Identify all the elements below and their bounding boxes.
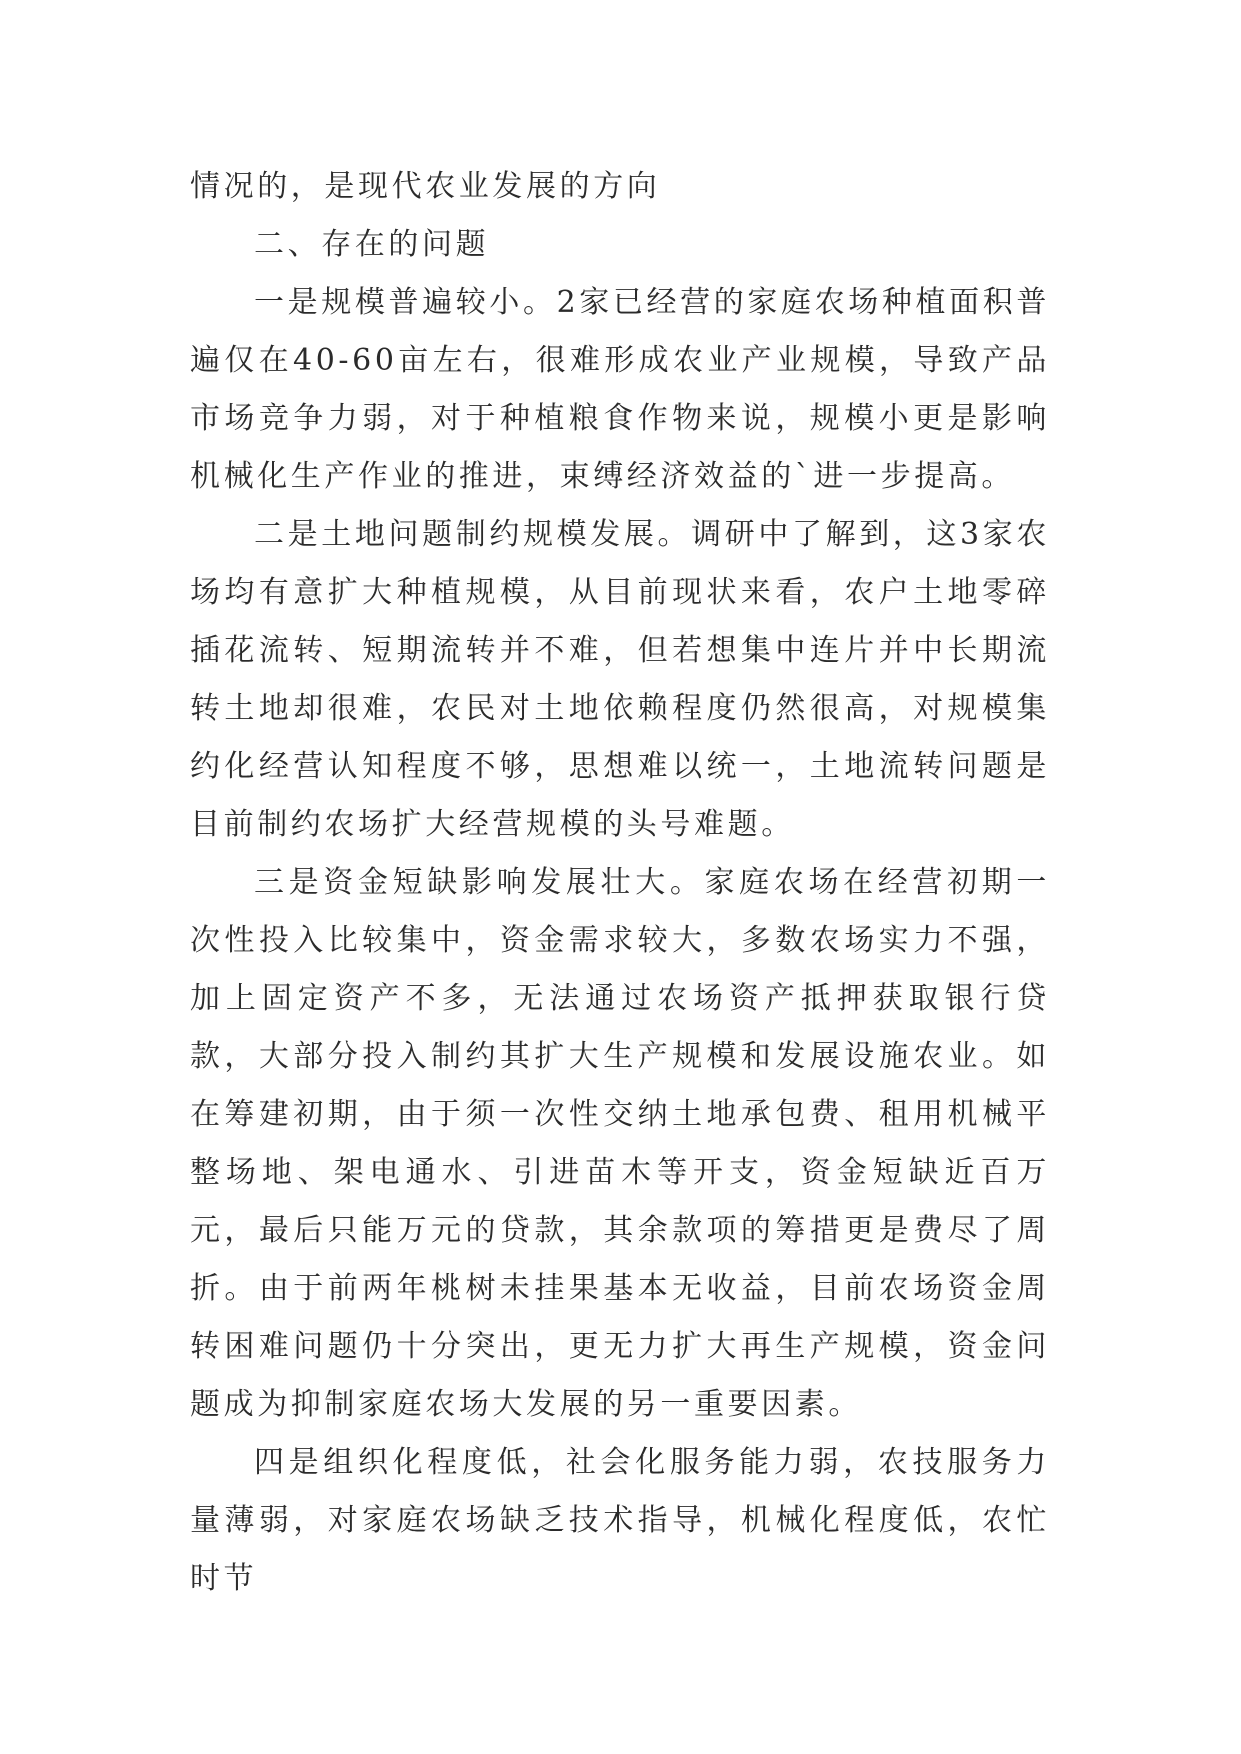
paragraph-scale: 一是规模普遍较小。2家已经营的家庭农场种植面积普遍仅在40-60亩左右，很难形成农业产业规模，导致产品市场竞争力弱，对于种植粮食作物来说，规模小更是影响机械化生产作业的推进，束缚经济效益的`进一步提高。	[190, 285, 1050, 494]
paragraph-funding: 三是资金短缺影响发展壮大。家庭农场在经营初期一次性投入比较集中，资金需求较大，多数农场实力不强，加上固定资产不多，无法通过农场资产抵押获取银行贷款，大部分投入制约其扩大生产规模和发展设施农业。如在筹建初期，由于须一次性交纳土地承包费、租用机械平整场地、架电通水、引进苗木等开支，资金短缺近百万元，最后只能万元的贷款，其余款项的筹措更是费尽了周折。由于前两年桃树未挂果基本无收益，目前农场资金周转困难问题仍十分突出，更无力扩大再生产规模，资金问题成为抑制家庭农场大发展的另一重要因素。	[190, 865, 1050, 1422]
paragraph-organization: 四是组织化程度低，社会化服务能力弱，农技服务力量薄弱，对家庭农场缺乏技术指导，机械化程度低，农忙时节	[190, 1445, 1050, 1596]
paragraph-land: 二是土地问题制约规模发展。调研中了解到，这3家农场均有意扩大种植规模，从目前现状来看，农户土地零碎插花流转、短期流转并不难，但若想集中连片并中长期流转土地却很难，农民对土地依赖程度仍然很高，对规模集约化经营认知程度不够，思想难以统一，土地流转问题是目前制约农场扩大经营规模的头号难题。	[190, 517, 1050, 842]
document-body	[190, 158, 1050, 1608]
section-heading: 二、存在的问题	[254, 227, 490, 262]
lead-line: 情况的，是现代农业发展的方向	[190, 169, 661, 204]
